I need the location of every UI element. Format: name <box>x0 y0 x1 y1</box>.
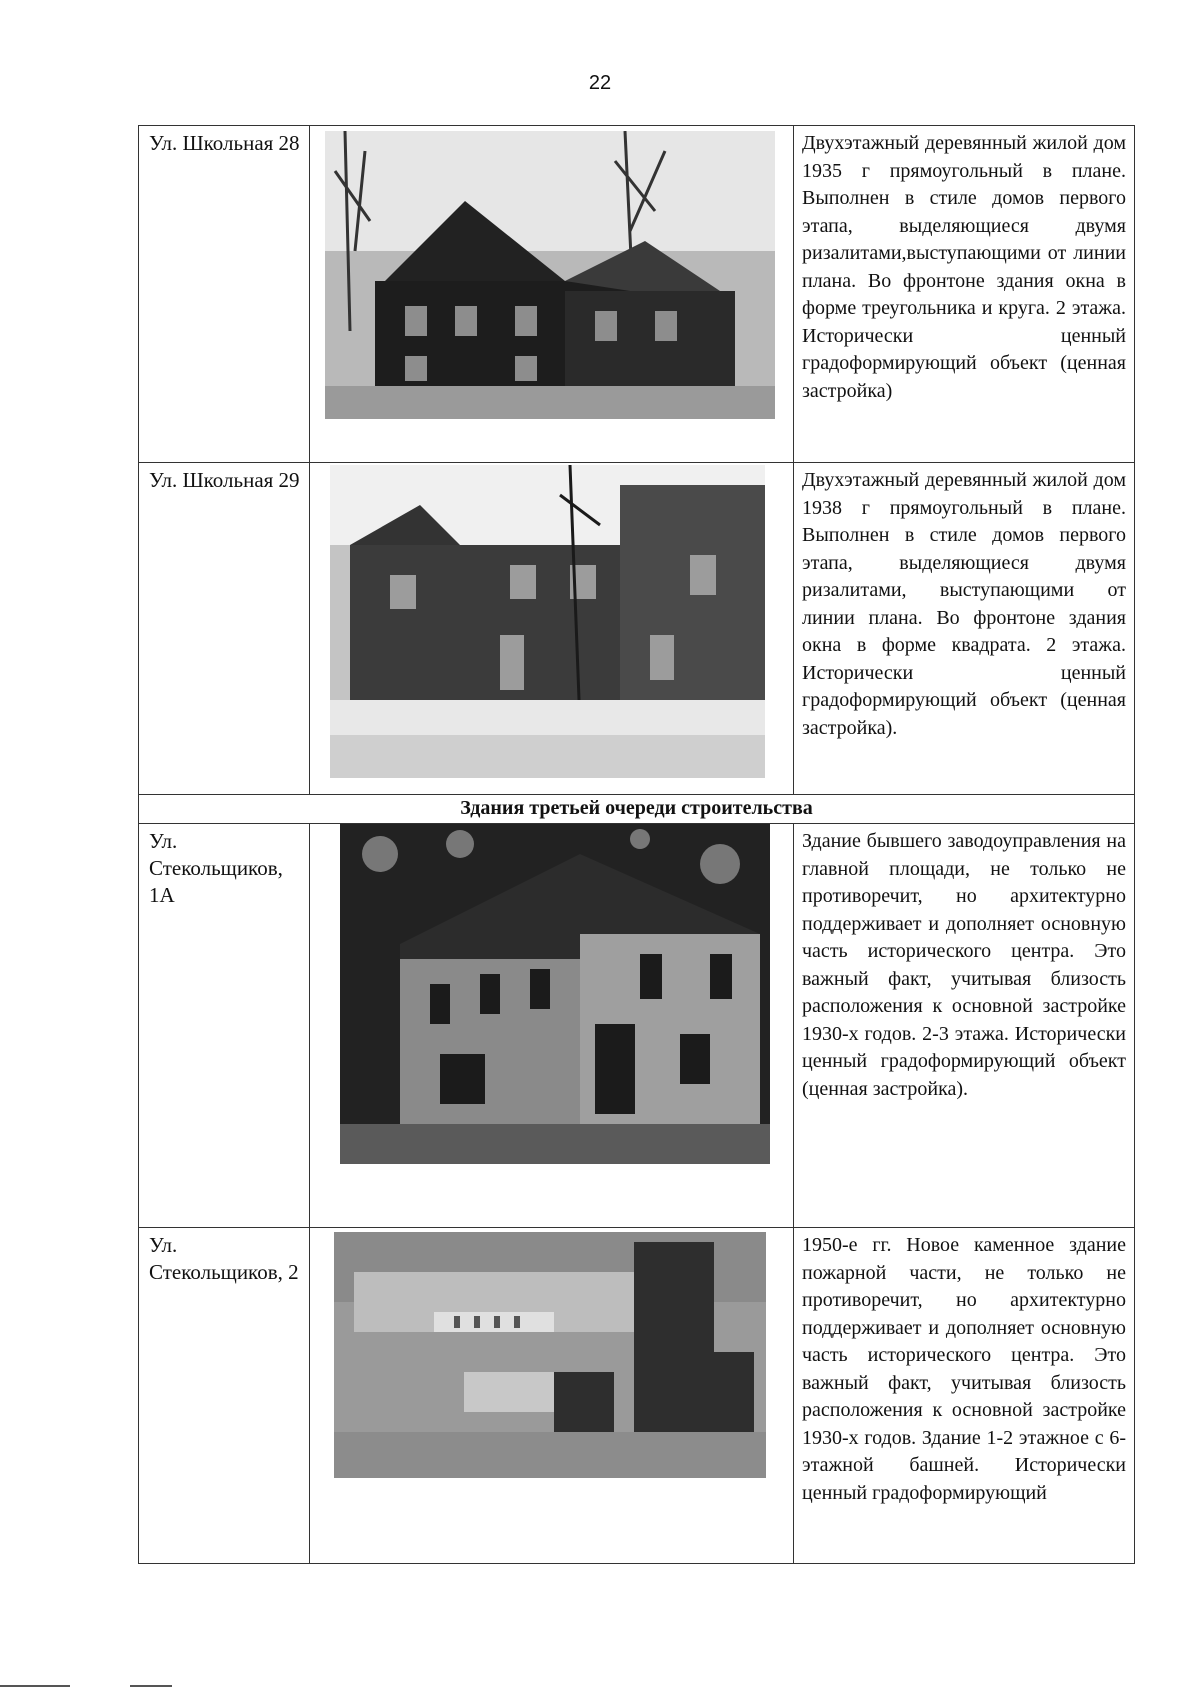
description-text: Двухэтажный деревянный жилой дом 1935 г прямоугольный в плане. Выполнен в стиле домов первого этапа, выделяющиеся двумя ризалитами,выступающими от линии плана. Во фронтоне здания окна в форме треугольника и круга. 2 этажа. Исторически ценный градоформирующий объект (ценная застройка) <box>802 132 1126 402</box>
section-title <box>138 794 1135 824</box>
section-title-text: Здания третьей очереди строительства <box>460 797 813 819</box>
footer-rule-right <box>130 1685 172 1687</box>
description-text: 1950-е гг. Новое каменное здание пожарной части, не только не противоречит, но архитектурно поддерживает и дополняет основную часть исторического центра. Это важный факт, учитывая близость расположения к основной застройке 1930-х годов. Здание 1-2 этажное с 6-этажной башней. Исторически ценный градоформирующий <box>802 1234 1126 1504</box>
wooden-house-photo <box>330 465 765 778</box>
fire-station-photo <box>334 1232 766 1478</box>
description-cell-3 <box>793 823 1135 1228</box>
stone-building-photo <box>340 824 770 1164</box>
street-label: Ул. Стекольщиков, 1А <box>149 829 283 907</box>
photo-cell-1 <box>309 125 794 463</box>
wooden-house-photo <box>325 131 775 419</box>
description-cell-4 <box>793 1227 1135 1564</box>
photo-cell-4 <box>309 1227 794 1564</box>
street-cell-1 <box>138 125 310 463</box>
street-cell-3 <box>138 823 310 1228</box>
footer-rule-left <box>0 1685 70 1687</box>
description-text: Двухэтажный деревянный жилой дом 1938 г прямоугольный в плане. Выполнен в стиле домов первого этапа, выделяющиеся двумя ризалитами, выступающими от линии плана. Во фронтоне здания окна в форме квадрата. 2 этажа. Исторически ценный градоформирующий объект (ценная застройка). <box>802 469 1126 739</box>
street-cell-4 <box>138 1227 310 1564</box>
street-label: Ул. Школьная 29 <box>149 468 300 492</box>
description-cell-2 <box>793 462 1135 795</box>
description-cell-1 <box>793 125 1135 463</box>
photo-cell-2 <box>309 462 794 795</box>
street-label: Ул. Школьная 28 <box>149 131 300 155</box>
description-text: Здание бывшего заводоуправления на главной площади, не только не противоречит, но архитектурно поддерживает и дополняет основную часть исторического центра. Это важный факт, учитывая близость расположения к основной застройке 1930-х годов. 2-3 этажа. Исторически ценный градоформирующий объект (ценная застройка). <box>802 830 1126 1100</box>
street-label: Ул. Стекольщиков, 2 <box>149 1233 299 1284</box>
photo-cell-3 <box>309 823 794 1228</box>
street-cell-2 <box>138 462 310 795</box>
page-number: 22 <box>588 72 612 94</box>
